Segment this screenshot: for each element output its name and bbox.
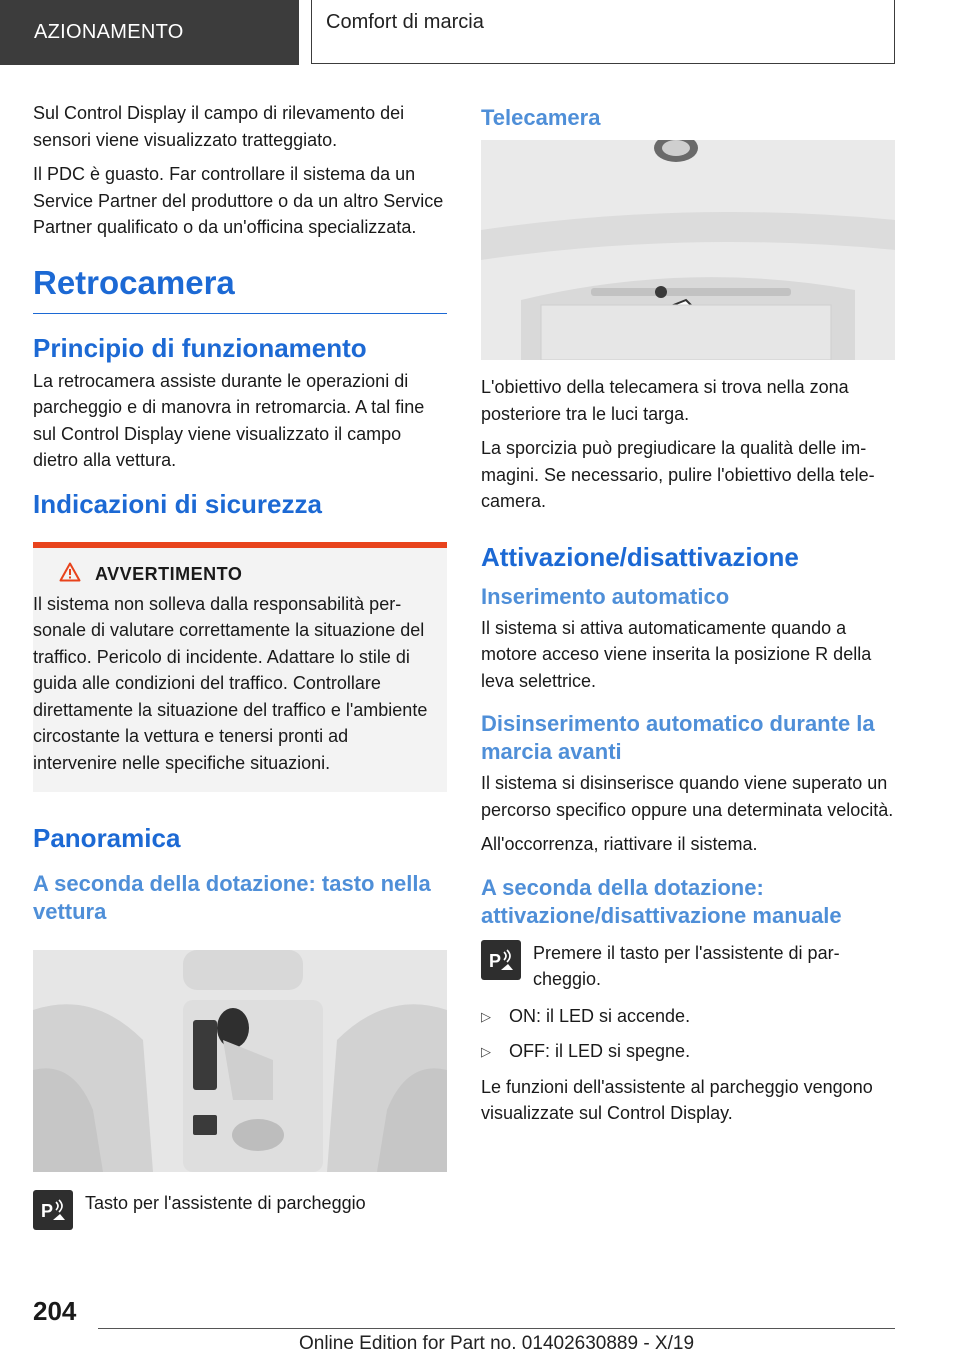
camera-paragraph: La sporcizia può pregiudicare la qualità delle immagini. Se necessario, pulire l'obiettivo della telecamera.: [481, 438, 875, 511]
warning-triangle-icon: [59, 562, 81, 587]
heading-telecamera: Telecamera: [481, 105, 601, 130]
svg-text:P: P: [489, 950, 502, 971]
heading-tasto: A seconda della dotazione: tasto nella vettura: [33, 871, 431, 924]
bullet-triangle-icon: ▷: [481, 1008, 491, 1024]
list-item: ▷ OFF: il LED si spegne.: [481, 1038, 895, 1066]
console-photo: [33, 950, 447, 1172]
disinserimento-paragraph: All'occorrenza, riattivare il sistema.: [481, 834, 758, 854]
heading-manuale: A seconda della dotazione: attivazione/disattivazione manuale: [481, 874, 842, 928]
intro-paragraph: Il PDC è guasto. Far controllare il sistema da un Service Partner del produttore o da un altro Service Partner qualificato o da un'officina specializzata.: [33, 164, 444, 237]
final-paragraph: Le funzioni dell'assistente al parcheggio vengono visualizzate sul Control Display.: [481, 1076, 873, 1123]
heading-principio: Principio di funzionamento: [33, 332, 367, 363]
svg-text:P: P: [41, 1201, 54, 1221]
caption-row: [33, 1190, 447, 1230]
manual-row: [481, 940, 895, 993]
parking-assistant-icon: [33, 1190, 73, 1230]
warning-box: [33, 542, 447, 793]
camera-photo: [481, 140, 895, 360]
right-column: [481, 100, 895, 1135]
heading-attivazione: Attivazione/disattivazione: [481, 541, 799, 572]
footer-divider: [98, 1328, 895, 1329]
list-item: ▷ ON: il LED si accende.: [481, 1003, 895, 1031]
inserimento-paragraph: Il sistema si attiva automaticamente quando a motore acceso viene inserita la posizione R della leva selettrice.: [481, 617, 872, 691]
heading-disinserimento: Disinserimento automatico durante la marcia avanti: [481, 711, 875, 764]
camera-paragraph: L'obiettivo della telecamera si trova nella zona posteriore tra le luci targa.: [481, 377, 849, 424]
heading-panoramica: Panoramica: [33, 823, 181, 853]
page-number: 204: [33, 1296, 77, 1326]
intro-paragraph: Sul Control Display il campo di rilevamento dei sensori viene visualizzato tratteggiato.: [33, 103, 405, 150]
disinserimento-paragraph: Il sistema si disinserisce quando viene superato un percorso specifico oppure una determinata velocità.: [481, 773, 894, 820]
warning-text: Il sistema non solleva dalla responsabilità personale di valutare correttamente la situazione del traffico. Pericolo di incidente. Adattare lo stile di guida alle condizioni del traffico. Controllare direttamente la situazione del traffico e l'ambiente circostante la vettura e tenersi pronti ad intervenire nelle specifiche situazioni.: [33, 593, 428, 773]
principio-paragraph: La retrocamera assiste durante le operazioni di parcheggio e di manovra in retromarcia. A tal fine sul Control Display viene visualizzato il campo dietro alla vettura.: [33, 370, 425, 470]
parking-assistant-icon: [481, 940, 521, 980]
heading-retrocamera: Retrocamera: [33, 263, 447, 314]
caption-text: Tasto per l'assistente di parcheggio: [85, 1193, 366, 1213]
footer-edition: Online Edition for Part no. 01402630889 - X/19: [298, 1333, 695, 1354]
warning-title: AVVERTIMENTO: [95, 563, 243, 584]
manual-paragraph: Premere il tasto per l'assistente di parcheggio.: [533, 942, 840, 989]
heading-inserimento: Inserimento automatico: [481, 583, 730, 609]
left-column: [33, 100, 447, 1240]
chapter-tab: Comfort di marcia: [311, 0, 895, 64]
bullet-triangle-icon: ▷: [481, 1044, 491, 1059]
section-tab: AZIONAMENTO: [0, 0, 299, 65]
heading-sicurezza: Indicazioni di sicurezza: [33, 488, 322, 519]
